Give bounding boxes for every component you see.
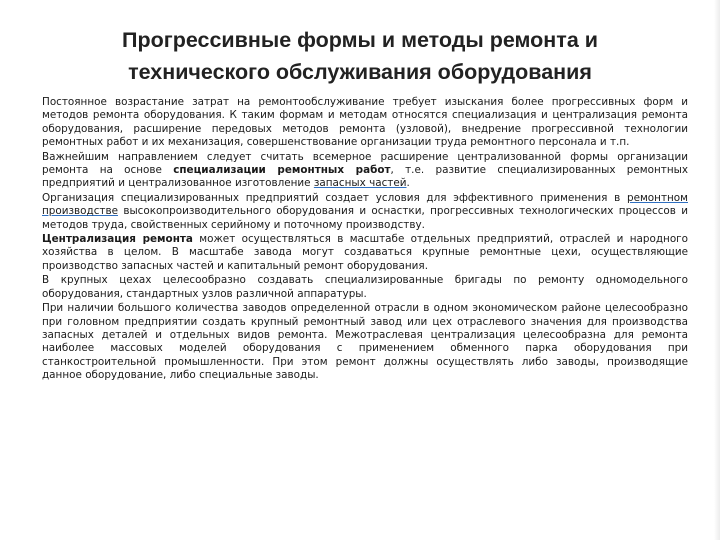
paragraph-1 bbox=[42, 96, 688, 150]
paragraph-2 bbox=[42, 151, 688, 191]
paragraph-4-text: может осуществляться в масштабе отдельных предприятий, отраслей и народного хозяйства в целом. В масштабе завода могут создаваться крупные ремонтные цехи, осуществляющие производство запасных частей и капитальный ремонт оборудования. bbox=[42, 233, 689, 272]
paragraph-2-text-c: . bbox=[406, 177, 410, 190]
paragraph-4-bold: Централизация ремонта bbox=[42, 233, 193, 246]
body-text bbox=[42, 96, 688, 384]
spare-parts-link[interactable]: запасных частей bbox=[313, 177, 407, 190]
paragraph-6-text: При наличии большого количества заводов определенной отрасли в одном экономическом районе целесообразно при головном предприятии создать крупный ремонтный завод или цех отраслевого значения для производства запасных деталей и отдельных видов ремонта. Межотраслевая централизация целесообразна для ремонта наиболее массовых моделей оборудования с применением обменного парка оборудования при станкостроительной промышленности. При этом ремонт должны осуществлять либо заводы, производящие данное оборудование, либо специальные заводы. bbox=[42, 302, 688, 382]
paragraph-1-text: Постоянное возрастание затрат на ремонтообслуживание требует изыскания более прогрессивных форм и методов ремонта оборудования. К таким формам и методам относятся специализация и централизация ремонта оборудования, расширение передовых методов ремонта (узловой), внедрение прогрессивной технологии ремонтных работ и их механизация, совершенствование организации труда ремонтного персонала и т.п. bbox=[42, 96, 688, 149]
paragraph-4 bbox=[42, 233, 688, 273]
paragraph-3-text-b: высокопроизводительного оборудования и оснастки, прогрессивных технологических процессов и методов труда, свойственных серийному и поточному производству. bbox=[42, 205, 688, 231]
paragraph-6 bbox=[42, 302, 688, 382]
paragraph-2-text-a: Важнейшим направлением следует считать всемерное расширение централизованной формы организации ремонта на основе bbox=[42, 150, 688, 177]
right-edge-shadow bbox=[714, 0, 720, 540]
title-line-2: технического обслуживания оборудования bbox=[128, 60, 592, 84]
paragraph-2-text-b: , т.е. развитие специализированных ремонтных предприятий и централизованное изготовление bbox=[42, 164, 688, 190]
repair-production-link[interactable]: ремонтном производстве bbox=[42, 191, 688, 218]
paragraph-3-text-a: Организация специализированных предприятий создает условия для эффективного применения в bbox=[42, 191, 627, 204]
page-title bbox=[40, 24, 680, 88]
paragraph-2-bold: специализации ремонтных работ bbox=[173, 164, 391, 177]
paragraph-5-text: В крупных цехах целесообразно создавать специализированные бригады по ремонту одномодельного оборудования, стандартных узлов различной аппаратуры. bbox=[42, 274, 688, 300]
title-line-1: Прогрессивные формы и методы ремонта и bbox=[122, 28, 598, 52]
paragraph-3 bbox=[42, 192, 688, 232]
paragraph-5 bbox=[42, 274, 688, 301]
